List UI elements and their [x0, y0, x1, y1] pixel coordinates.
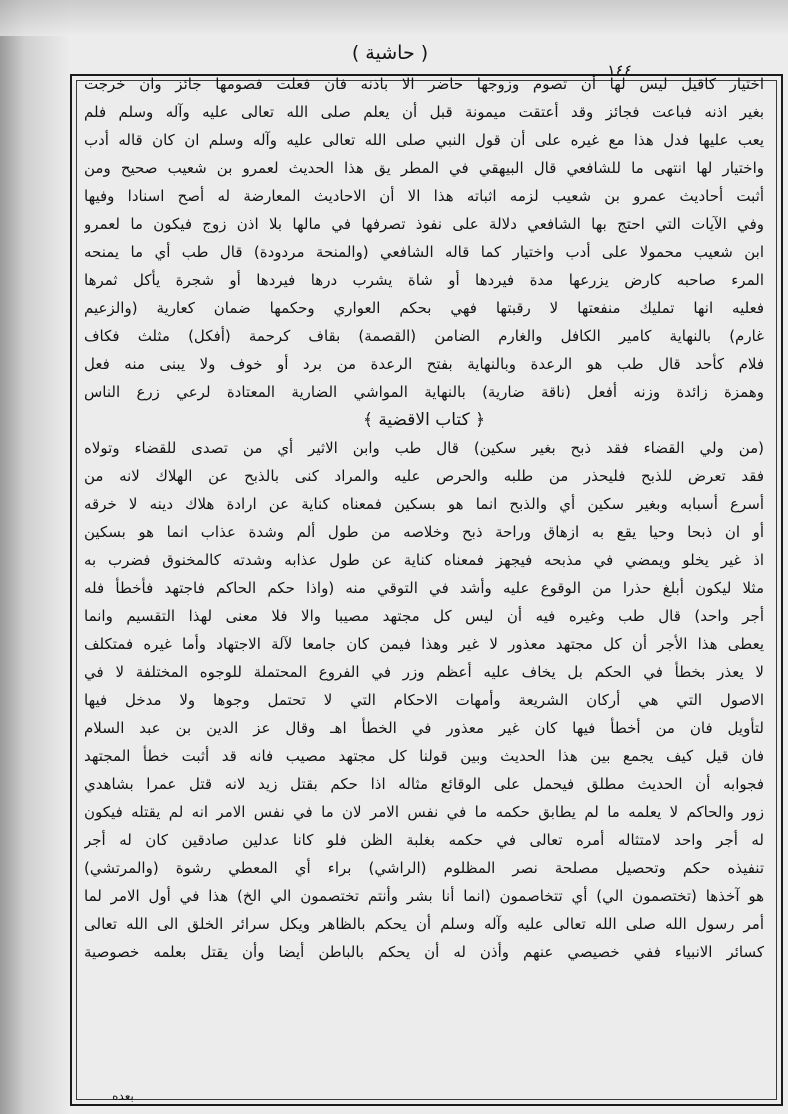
text-line: فلام كأحد قال طب هو الرعدة وبالنهاية بفتح الرعدة من برد أو خوف ولا يبنى منه فعل [84, 355, 764, 373]
text-line: هو آخذها (تختصمون الي) أي تتخاصمون (انما أنا بشر وأنتم تختصمون الي الخ) هذا في أول الامر لما [84, 887, 764, 905]
text-line: له أجر واحد لامتثاله أمره تعالى في حكمه بغلبة الظن فلو كانا عدلين صادقين كان له أجر [84, 831, 764, 849]
page-header-title: ( حاشية ) [351, 42, 429, 64]
text-line: فقد تعرض للذبح فليحذر من طلبه والحرص عليه والمراد كنى بالذبح عن الهلاك لانه من [84, 467, 764, 485]
main-text-block [84, 70, 764, 966]
text-line: المرء صاحبه كارض يزرعها مدة فيردها أو شاة يشرب درها فيردها أو شجرة يأكل ثمرها [84, 271, 764, 289]
text-line: اختيار كاقيل ليس لها أن تصوم وزوجها حاضر الا باذنه فان فعلت فصومها جائز وان خرجت [84, 75, 764, 93]
text-line: واختيار لها انتهى ما للشافعي قال البيهقي في المطر يق هذا الحديث لعمرو بن شعيب صحيح ومن [84, 159, 764, 177]
page-number: ١٤٤ [607, 61, 633, 80]
text-line: لا يعذر بخطأ في الحكم بل يخاف عليه أعظم وزر في الفروع المحتملة للوجوه المختلفة لا في [84, 663, 764, 681]
text-line: أسرع أسبابه وبغير سكين أي والذبح انما هو بسكين فمعناه كناية عن ارادة هلاك دينه لا خرقه [84, 495, 764, 513]
scan-top-shadow [0, 0, 788, 36]
text-line: غارم) بالنهاية كامير الكافل والغارم الضامن (القصمة) بقاف كرحمة (أفكل) مثلث فكاف [84, 327, 764, 345]
scan-edge-shadow [0, 0, 70, 1114]
chapter-heading: ﴿ كتاب الاقضية ﴾ [362, 410, 486, 430]
text-line: الاصول التي هي أركان الشريعة وأمهات الاحكام التي لا تحتمل وجوها ولا مدخل فيها [84, 691, 764, 709]
text-line: وهمزة زائدة وزنه أفعل (ناقة ضارية) بالنهاية المواشي الضارية المعتادة لرعي زرع الناس [84, 383, 764, 401]
text-line: يعطى هذا الأجر أن كل مجتهد معذور لا غير وهذا فيمن كان جامعا لآلة الاجتهاد وأما غيره فمتكلف [84, 635, 764, 653]
text-line: أمر رسول الله صلى الله تعالى عليه وآله وسلم أن يحكم بالظاهر ويكل سرائر الخلق الى الله تعالى [84, 915, 764, 933]
text-line: كسائر الانبياء ففي خصيصي عنهم وأذن له أن يحكم بالباطن أيضا وأن يقتل بعلمه خصوصية [84, 943, 764, 961]
catchword: بعده [112, 1089, 134, 1103]
text-line: (من ولي القضاء فقد ذبح بغير سكين) قال طب وابن الاثير أي من تصدى للقضاء وتولاه [84, 439, 764, 457]
text-line: يعب عليها فدل هذا مع غيره على أن قول النبي صلى الله تعالى عليه وآله وسلم ان كان قاله أدب [84, 131, 764, 149]
text-line: أثبت أحاديث عمرو بن شعيب لزمه اثباته هذا الا أن الاحاديث المعارضة له أصح اسنادا وفيها [84, 187, 764, 205]
text-line: فجوابه أن الحديث مطلق فيحمل على الوقائع مثاله اذا حكم بقتل زيد لانه قتل عمرا بشاهدي [84, 775, 764, 793]
text-line: مثلا ليكون أبلغ حذرا من الوقوع عليه وأشد في التوقي منه (واذا حكم الحاكم فاجتهد فأخطأ فله [84, 579, 764, 597]
text-line: اذ غير يخلو ويمضي في مذبحه فيجهز فمعناه كناية عن طول عذابه وشدته كالمخنوق فضرب به [84, 551, 764, 569]
text-line: وفي الآيات التي احتج بها الشافعي دلالة على نفوذ تصرفها في مالها بلا اذن زوج فيكون ما لعمرو [84, 215, 764, 233]
text-line: زور والحاكم لا يعلمه ما لم يطابق حكمه ما في نفس الامر لان ما في نفس الامر انه لم يقتله فيكون [84, 803, 764, 821]
text-line: فان قيل كيف يجمع بين هذا الحديث وبين قولنا كل مجتهد مصيب فانه قد أثبت خطأ المجتهد [84, 747, 764, 765]
text-line: لتأويل فان من أخطأ فيها كان غير معذور في الخطأ اهـ وقال عز الدين بن عبد السلام [84, 719, 764, 737]
text-line: ابن شعيب محمولا على أدب واختيار كما قاله الشافعي (والمنحة مردودة) قال طب أي ما يمنحه [84, 243, 764, 261]
text-line: فعليه انها تمليك منفعتها لا رقبتها فهي بحكم العواري وحكمها ضمان كعارية (والزعيم [84, 299, 764, 317]
text-line: بغير اذنه فباعت فجائز وقد أعتقت ميمونة قبل أن يعلم صلى الله تعالى عليه وآله وسلم فلم [84, 103, 764, 121]
text-line: أجر واحد) قال طب وغيره فيه أن ليس كل مجتهد مصيبا والا فلا معنى لهذا التقسيم وانما [84, 607, 764, 625]
text-line: تنفيذه حكم وتحصيل مصلحة نصر المظلوم (الراشي) براء أي المعطي رشوة (والمرتشي) [84, 859, 764, 877]
text-line: أو ان ذبحا وحيا يقع به ازهاق وراحة ذبح وخلاصه من طول ألم وشدة عذاب انما هو بسكين [84, 523, 764, 541]
